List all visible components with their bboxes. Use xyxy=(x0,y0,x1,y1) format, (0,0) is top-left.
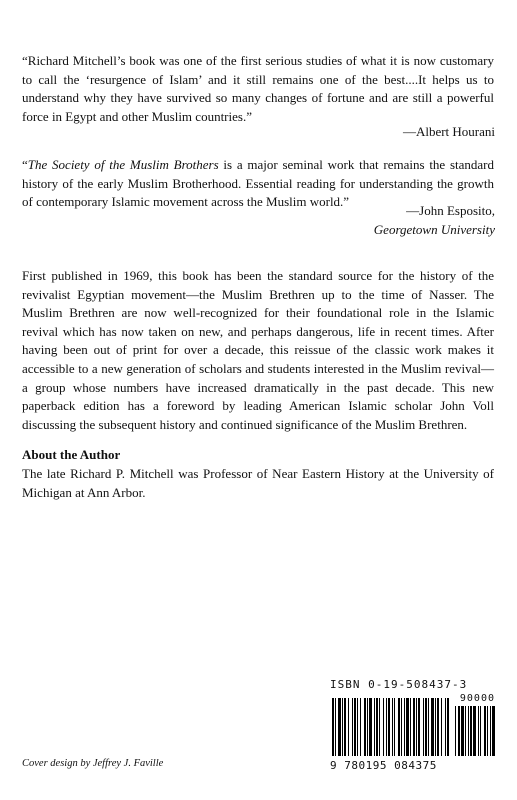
book-title: The Society of the Muslim Brothers xyxy=(27,157,219,172)
quote-hourani-text: “Richard Mitchell’s book was one of the first serious studies of what it is now customary to call the ‘resurgence of Islam’ and it still remains one of the best....It helps us to understand why they have survived so many changes of fortune and are still a powerful force in Egypt and other Muslim countries.” xyxy=(22,53,494,124)
about-author-heading: About the Author xyxy=(22,447,121,462)
attribution-esposito-affiliation: Georgetown University xyxy=(373,221,495,237)
book-description: First published in 1969, this book has been the standard source for the history of the revivalist Egyptian movement—the Muslim Brethren up to the time of Nasser. The Muslim Brethren are now well-recognized for their foundational role in the Islamic revival which has now taken on new, and perhaps dangerous, life in recent times. After having been out of print for over a decade, this reissue of the classic work makes it accessible to a new generation of scholars and students interested in the Muslim revival—a group whose numbers have increased dramatically in the past decade. This new paperback edition has a foreword by leading American Islamic scholar John Voll discussing the subsequent history and continued significance of the Muslim Brethren. xyxy=(22,268,494,432)
quote-hourani xyxy=(22,52,494,126)
about-author-text: The late Richard P. Mitchell was Professor of Near Eastern History at the University of Michigan at Ann Arbor. xyxy=(22,466,494,500)
quote-esposito: “The Society of the Muslim Brothers is a major seminal work that remains the standard history of the early Muslim Brotherhood. Essential reading for understanding the growth of contemporary Islamic movement across the Muslim world.” xyxy=(22,157,495,210)
quote-esposito-text: is a major seminal work that remains the standard history of the early Muslim Brotherhood. Essential reading for understanding the growth of contemporary Islamic movement across the Muslim world.” xyxy=(22,157,495,210)
attribution-esposito-name: —John Esposito, xyxy=(406,203,495,218)
cover-design-credit: Cover design by Jeffrey J. Faville xyxy=(22,758,164,769)
barcode-addon-digits: 90000 xyxy=(459,693,495,704)
attribution-hourani: —Albert Hourani xyxy=(402,124,495,139)
isbn-label: ISBN 0-19-508437-3 xyxy=(330,678,468,691)
barcode-ean-digits: 9 780195 084375 xyxy=(330,759,437,772)
attribution-esposito xyxy=(195,202,495,239)
isbn-barcode xyxy=(330,678,495,773)
